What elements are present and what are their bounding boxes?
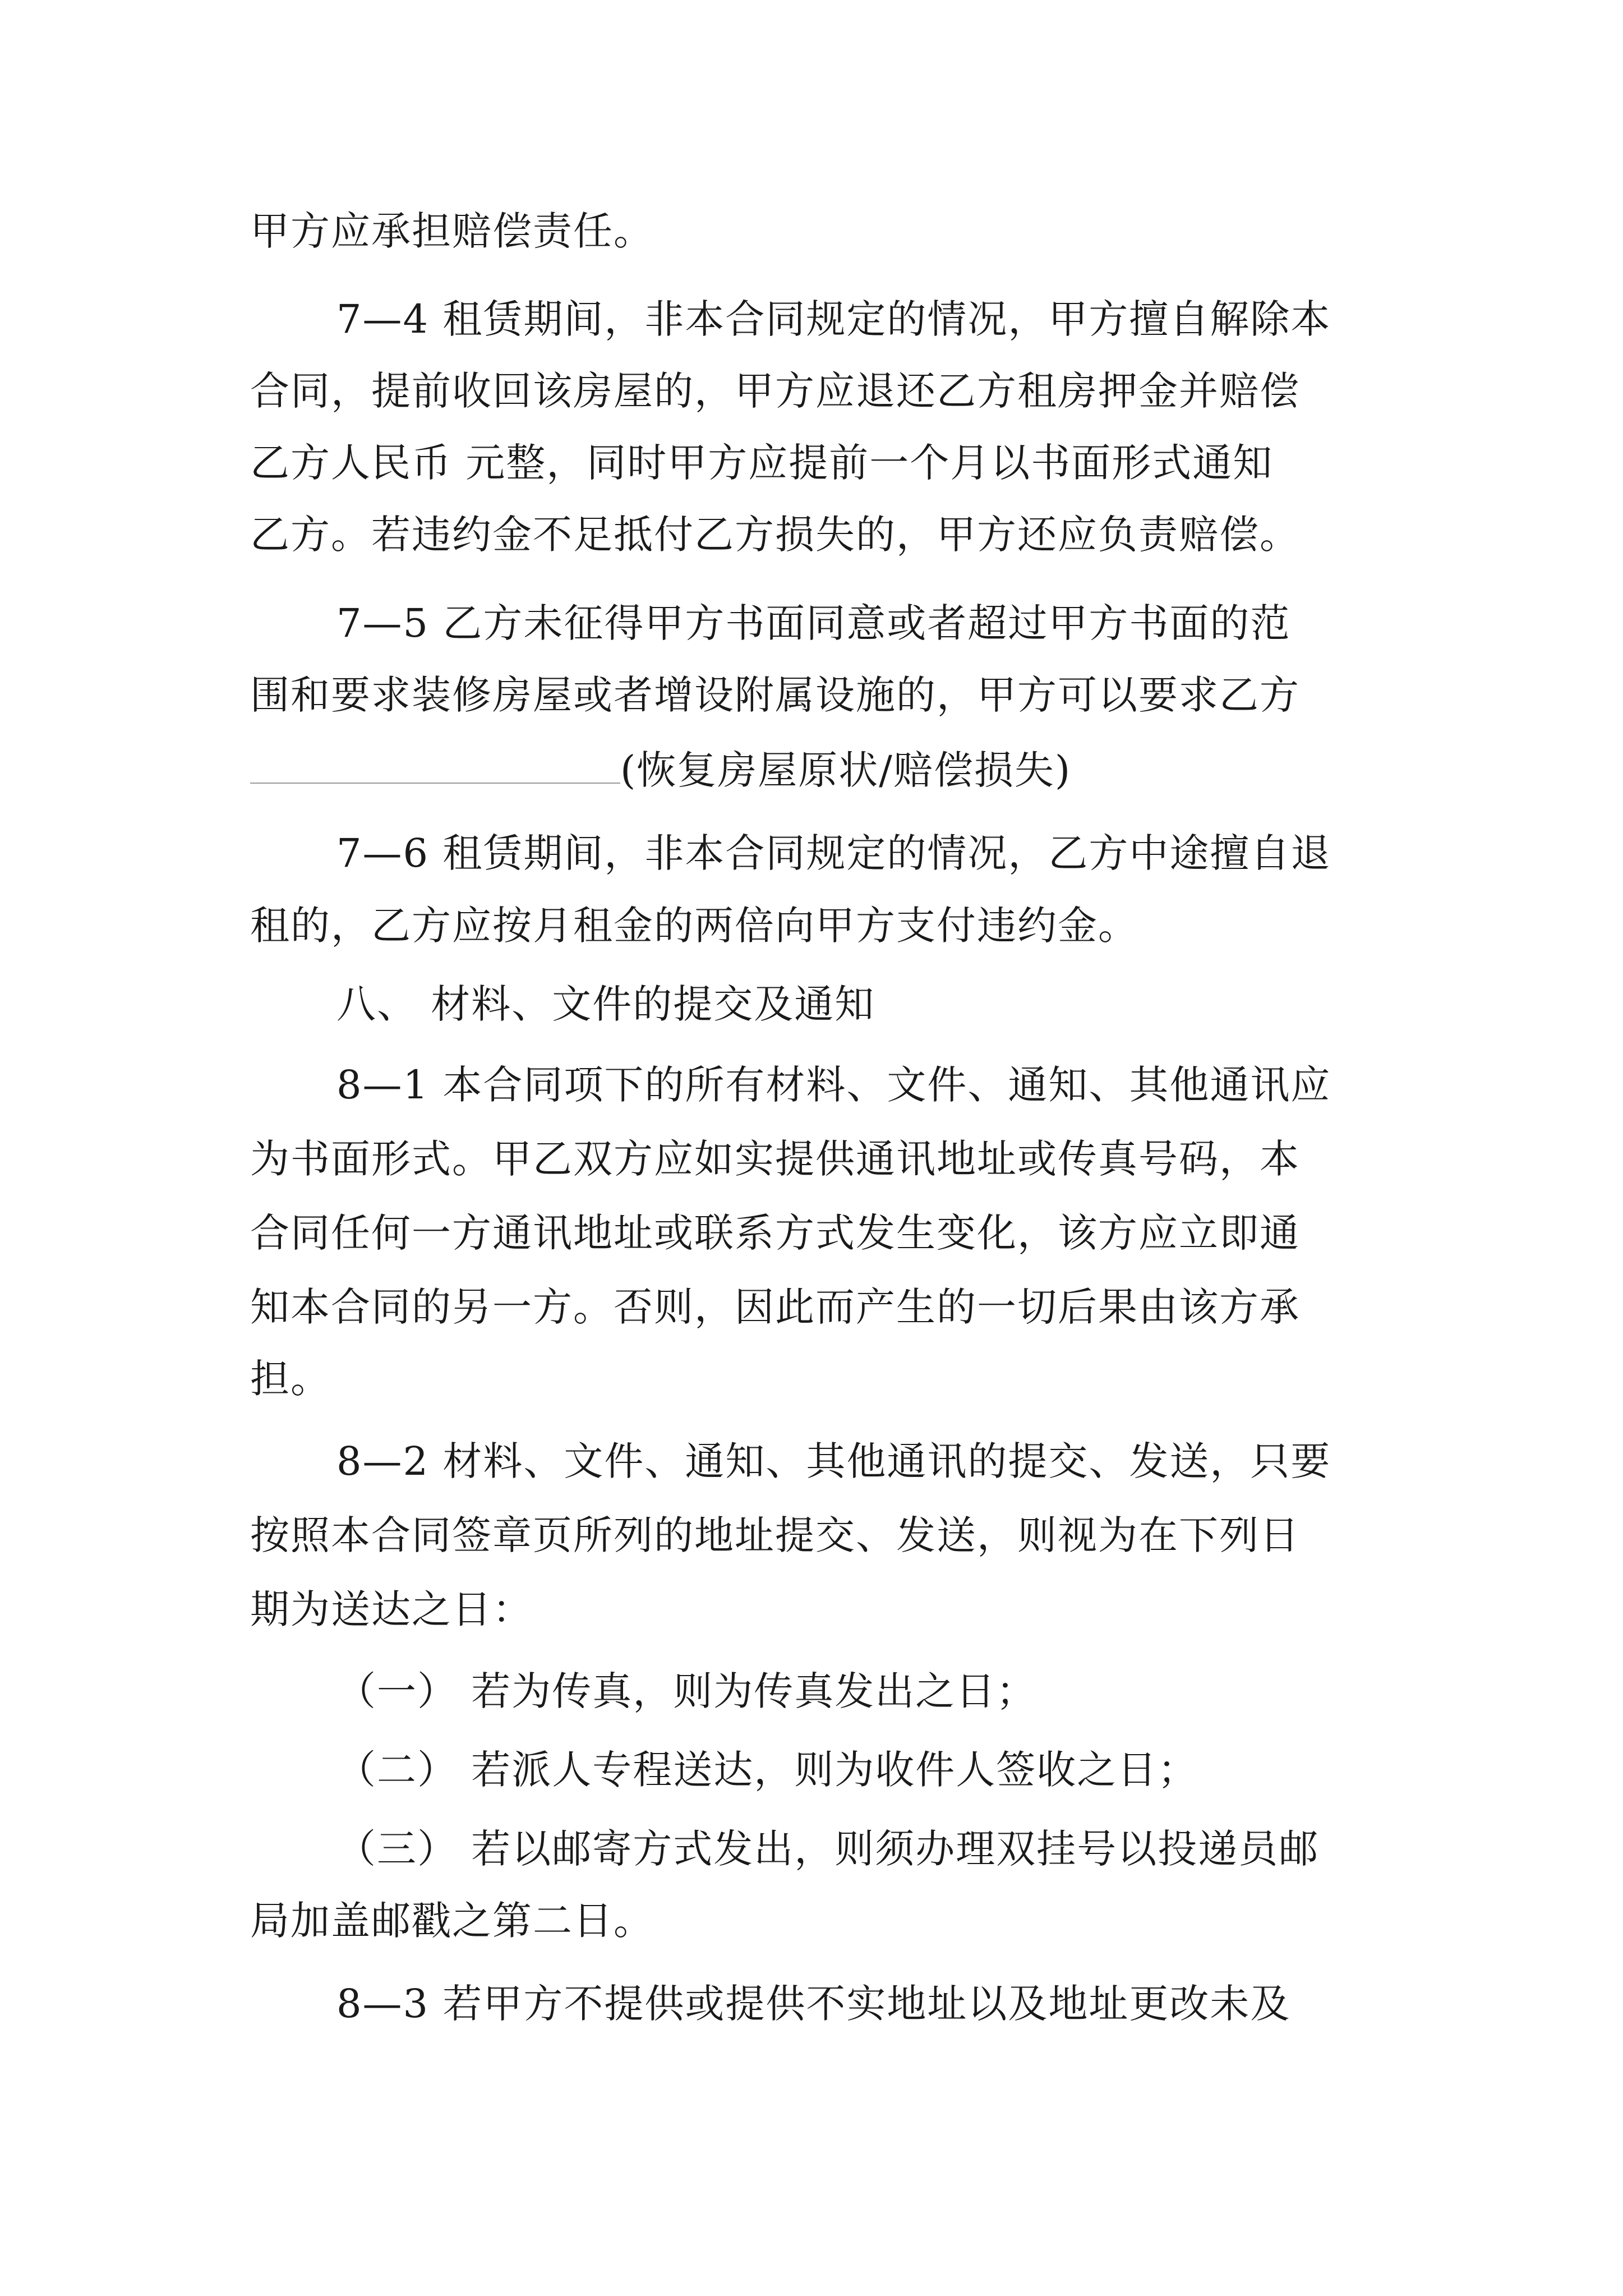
list-item-3: （三） 若以邮寄方式发出，则须办理双挂号以投递员邮 — [336, 1826, 1320, 1872]
text-line: 担。 — [250, 1356, 331, 1402]
text-line: 围和要求装修房屋或者增设附属设施的，甲方可以要求乙方 — [250, 672, 1300, 718]
fill-in-blank — [250, 749, 620, 784]
text-line: 知本合同的另一方。否则，因此而产生的一切后果由该方承 — [250, 1284, 1300, 1330]
text-line: 为书面形式。甲乙双方应如实提供通讯地址或传真号码，本 — [250, 1136, 1300, 1182]
text-line: 甲方应承担赔偿责任。 — [250, 208, 654, 254]
blank-fill-line — [250, 739, 1071, 801]
clause-8-2: 8—2 材料、文件、通知、其他通讯的提交、发送，只要 — [336, 1438, 1331, 1484]
clause-7-6: 7—6 租赁期间，非本合同规定的情况，乙方中途擅自退 — [336, 830, 1331, 876]
clause-8-3: 8—3 若甲方不提供或提供不实地址以及地址更改未及 — [336, 1981, 1291, 2027]
section-heading-8: 八、 材料、文件的提交及通知 — [336, 981, 875, 1027]
blank-options-text: (恢复房屋原状/赔偿损失) — [620, 747, 1072, 793]
list-item-1: （一） 若为传真，则为传真发出之日； — [336, 1668, 1037, 1714]
clause-7-5: 7—5 乙方未征得甲方书面同意或者超过甲方书面的范 — [336, 600, 1291, 646]
text-line: 乙方。若违约金不足抵付乙方损失的，甲方还应负责赔偿。 — [250, 512, 1300, 558]
list-item-2: （二） 若派人专程送达，则为收件人签收之日； — [336, 1747, 1198, 1793]
clause-7-4: 7—4 租赁期间，非本合同规定的情况，甲方擅自解除本 — [336, 296, 1331, 342]
text-line: 乙方人民币 元整，同时甲方应提前一个月以书面形式通知 — [250, 440, 1274, 486]
text-line: 租的，乙方应按月租金的两倍向甲方支付违约金。 — [250, 903, 1138, 949]
text-line: 局加盖邮戳之第二日。 — [250, 1898, 654, 1944]
text-line: 合同，提前收回该房屋的，甲方应退还乙方租房押金并赔偿 — [250, 368, 1300, 414]
text-line: 合同任何一方通讯地址或联系方式发生变化，该方应立即通 — [250, 1210, 1300, 1256]
clause-8-1: 8—1 本合同项下的所有材料、文件、通知、其他通讯应 — [336, 1062, 1331, 1108]
text-line: 期为送达之日： — [250, 1586, 533, 1632]
text-line: 按照本合同签章页所列的地址提交、发送，则视为在下列日 — [250, 1512, 1300, 1558]
